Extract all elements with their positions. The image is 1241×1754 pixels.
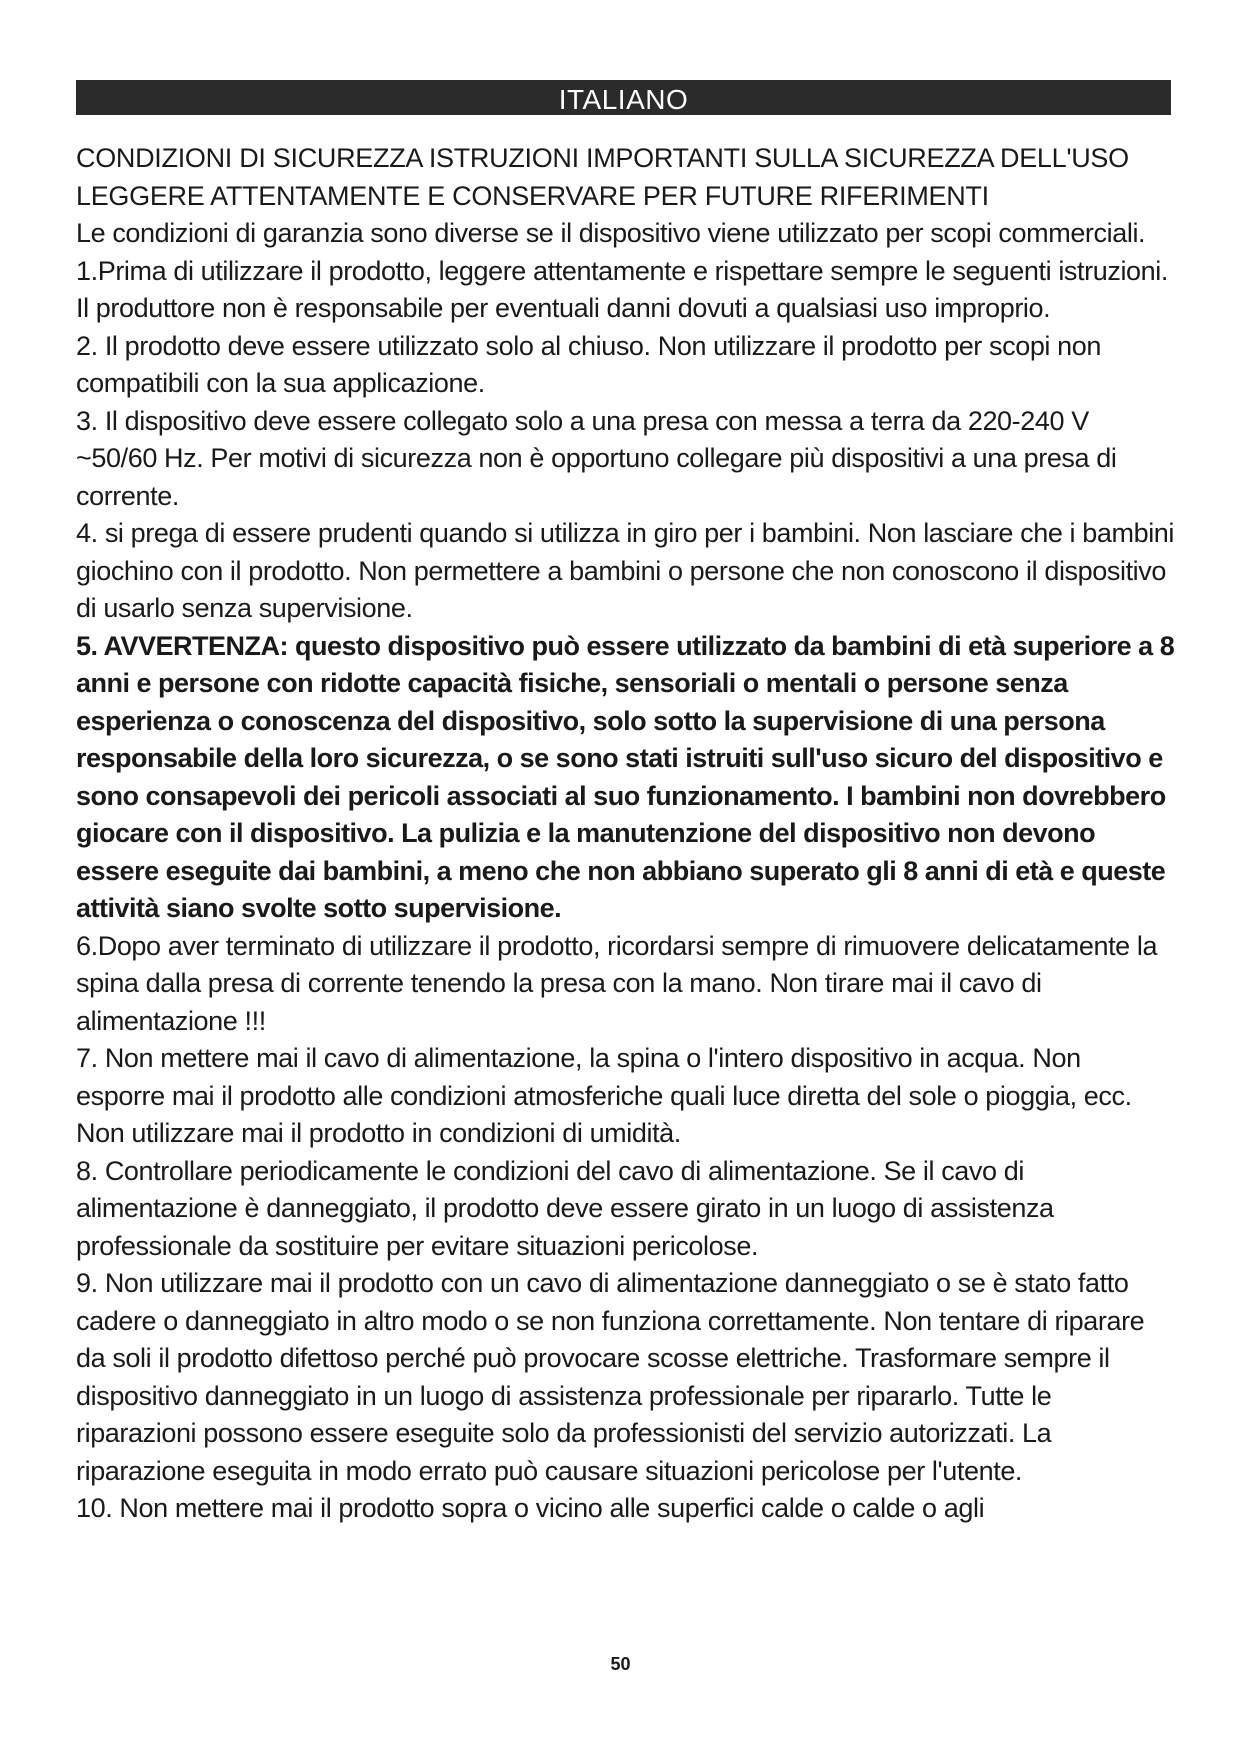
title-line-1: CONDIZIONI DI SICUREZZA ISTRUZIONI IMPORTANTI SULLA SICUREZZA DELL'USO: [76, 143, 1129, 173]
instruction-item-1: 1.Prima di utilizzare il prodotto, leggere attentamente e rispettare sempre le seguenti istruzioni. Il produttore non è responsabile per eventuali danni dovuti a qualsiasi uso improprio.: [76, 255, 1168, 323]
instruction-item-9: 9. Non utilizzare mai il prodotto con un cavo di alimentazione danneggiato o se è stato fatto cadere o danneggiato in altro modo o se non funziona correttamente. Non tentare di riparare da soli il prodotto difettoso perché può provocare scosse elettriche. Trasformare sempre il dispositivo danneggiato in un luogo di assistenza professionale per ripararlo. Tutte le riparazioni possono essere eseguite solo da professionisti del servizio autorizzati. La riparazione eseguita in modo errato può causare situazioni pericolose per l'utente.: [76, 1268, 1145, 1486]
page-number: 50: [610, 1654, 631, 1674]
instruction-item-4: 4. si prega di essere prudenti quando si utilizza in giro per i bambini. Non lasciare che i bambini giochino con il prodotto. Non permettere a bambini o persone che non conoscono il dispositivo di usarlo senza supervisione.: [76, 518, 1175, 623]
language-header-bar: [76, 80, 1171, 115]
instruction-item-8: 8. Controllare periodicamente le condizioni del cavo di alimentazione. Se il cavo di alimentazione è danneggiato, il prodotto deve essere girato in un luogo di assistenza professionale da sostituire per evitare situazioni pericolose.: [76, 1155, 1054, 1261]
instruction-item-6: 6.Dopo aver terminato di utilizzare il prodotto, ricordarsi sempre di rimuovere delicatamente la spina dalla presa di corrente tenendo la presa con la mano. Non tirare mai il cavo di alimentazione !!!: [76, 930, 1158, 1036]
instruction-item-3: 3. Il dispositivo deve essere collegato solo a una presa con messa a terra da 220-240 V ~50/60 Hz. Per motivi di sicurezza non è opportuno collegare più dispositivi a una presa di corrente.: [76, 405, 1117, 511]
document-body: [76, 140, 1176, 1528]
language-label: ITALIANO: [558, 84, 689, 115]
instruction-item-2: 2. Il prodotto deve essere utilizzato solo al chiuso. Non utilizzare il prodotto per scopi non compatibili con la sua applicazione.: [76, 330, 1101, 398]
title-line-2: LEGGERE ATTENTAMENTE E CONSERVARE PER FUTURE RIFERIMENTI: [76, 180, 989, 211]
instruction-item-10: 10. Non mettere mai il prodotto sopra o vicino alle superfici calde o calde o agli: [76, 1493, 985, 1523]
instruction-item-5-warning: 5. AVVERTENZA: questo dispositivo può essere utilizzato da bambini di età superiore a 8 anni e persone con ridotte capacità fisiche, sensoriali o mentali o persone senza esperienza o conoscenza del dispositivo, solo sotto la supervisione di una persona responsabile della loro sicurezza, o se sono stati istruiti sull'uso sicuro del dispositivo e sono consapevoli dei pericoli associati al suo funzionamento. I bambini non dovrebbero giocare con il dispositivo. La pulizia e la manutenzione del dispositivo non devono essere eseguite dai bambini, a meno che non abbiano superato gli 8 anni di età e queste attività siano svolte sotto supervisione.: [76, 630, 1175, 923]
warranty-intro: Le condizioni di garanzia sono diverse se il dispositivo viene utilizzato per scopi commerciali.: [76, 218, 1146, 248]
instruction-item-7: 7. Non mettere mai il cavo di alimentazione, la spina o l'intero dispositivo in acqua. Non esporre mai il prodotto alle condizioni atmosferiche quali luce diretta del sole o pioggia, ecc. Non utilizzare mai il prodotto in condizioni di umidità.: [76, 1043, 1132, 1148]
